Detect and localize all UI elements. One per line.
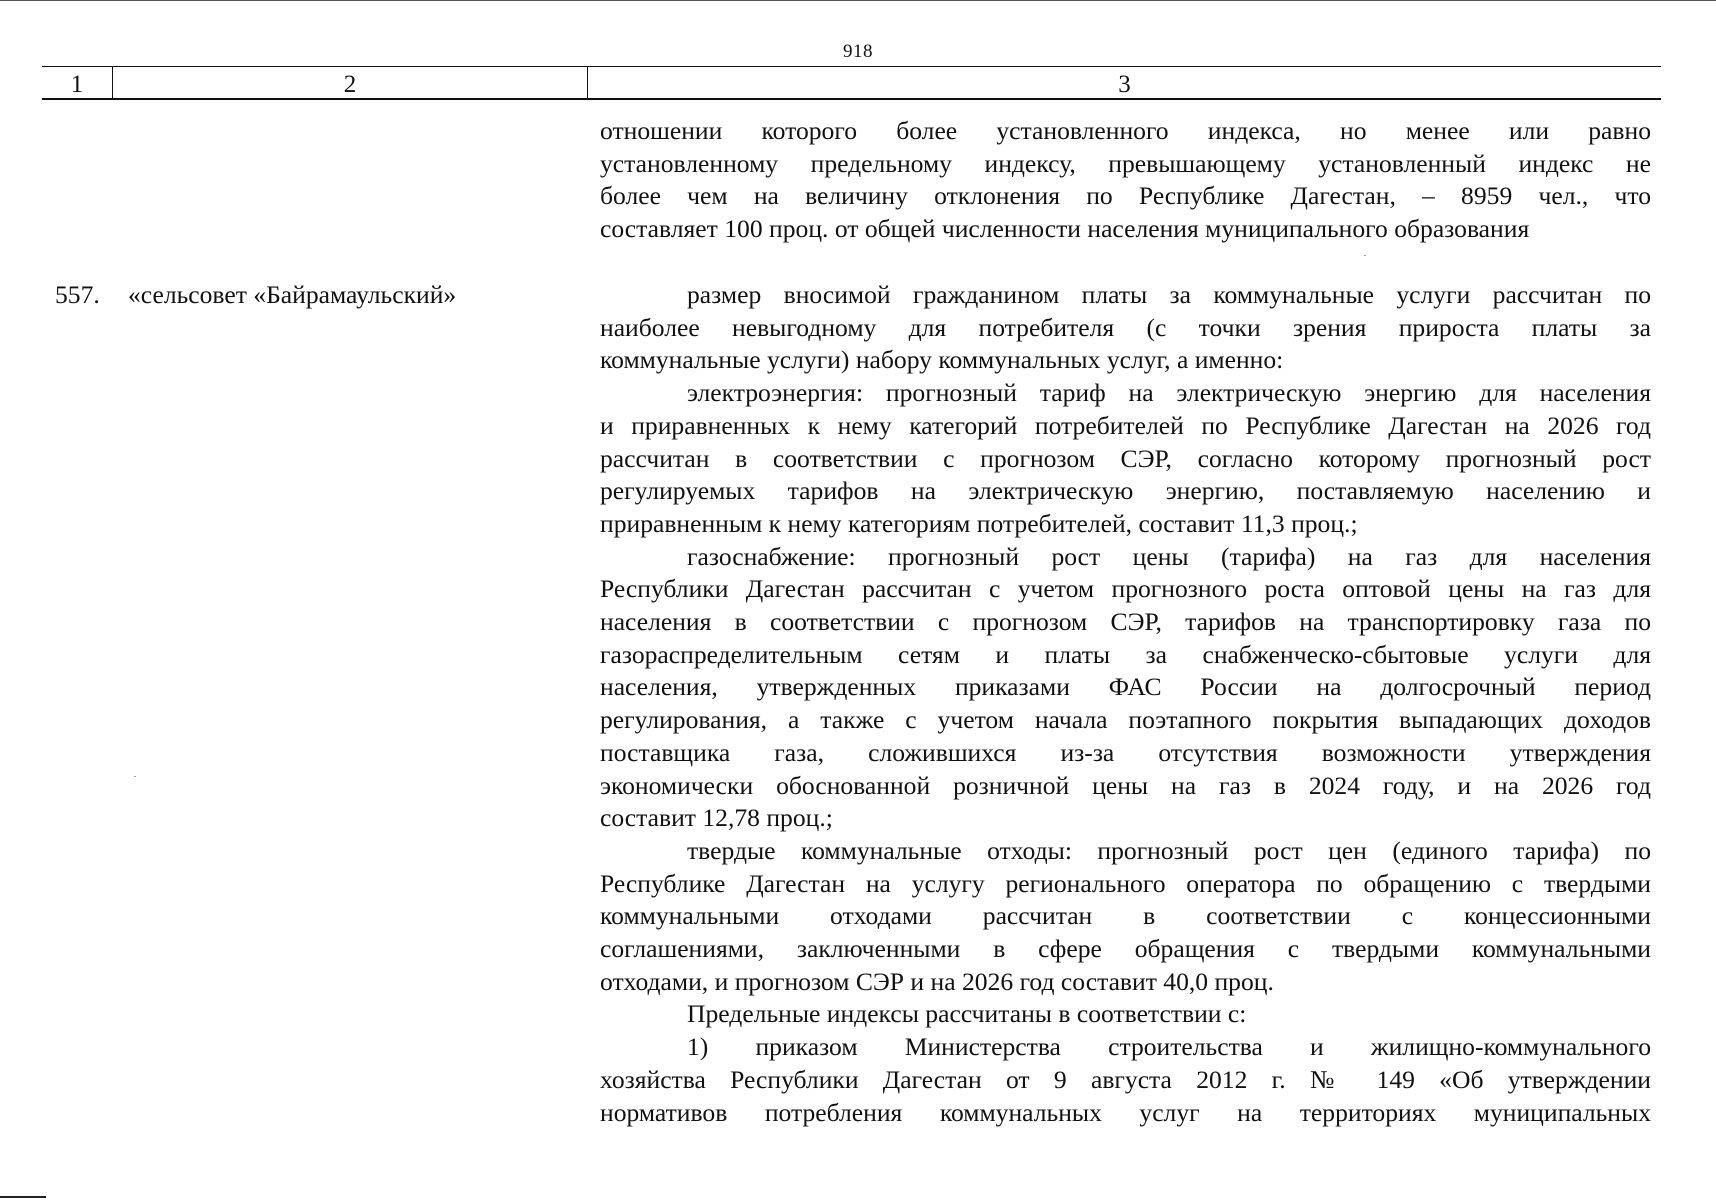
paragraph-line: газоснабжение: прогнозный рост цены (тарифа) на газ для населения [687,541,1651,571]
paragraph-line: нормативов потребления коммунальных услуг на территориях муниципальных [600,1097,1651,1127]
paragraph-line: регулирования, а также с учетом начала поэтапного покрытия выпадающих доходов [600,705,1651,735]
continuation-line: установленному предельному индексу, превышающему установленный индекс не [600,148,1651,178]
paragraph-line: Республики Дагестан рассчитан с учетом прогнозного роста оптовой цены на газ для [600,574,1651,604]
paragraph-line: Предельные индексы рассчитаны в соответствии с: [687,999,1247,1029]
paragraph-line: хозяйства Республики Дагестан от 9 августа 2012 г. № 149 «Об утверждении [600,1064,1651,1094]
row-name: «сельсовет «Байрамаульский» [128,280,457,309]
header-col-2: 2 [343,71,357,98]
paragraph-line: твердые коммунальные отходы: прогнозный рост цен (единого тарифа) по [687,835,1651,865]
row-description [600,279,1651,1129]
header-top-rule [42,66,1661,67]
paragraph-line: электроэнергия: прогнозный тариф на электрическую энергию для населения [687,378,1651,408]
page-number: 918 [843,41,873,62]
header-col-3: 3 [1118,71,1131,98]
continuation-line: составляет 100 проц. от общей численности населения муниципального образования [600,214,1530,244]
paragraph-line: коммунальные услуги) набору коммунальных услуг, а именно: [600,345,1284,375]
paragraph-line: газораспределительным сетям и платы за снабженческо-сбытовые услуги для [600,639,1651,669]
row-number: 557. [55,280,100,309]
paragraph-line: и приравненных к нему категорий потребителей по Республике Дагестан на 2026 год [600,410,1651,440]
scan-speck [134,776,136,777]
scan-speck [1364,255,1366,256]
paragraph-line: экономически обоснованной розничной цены на газ в 2024 году, и на 2026 год [600,770,1651,800]
continuation-line: более чем на величину отклонения по Республике Дагестан, – 8959 чел., что [600,181,1651,211]
paragraph-line: наиболее невыгодному для потребителя (с точки зрения прироста платы за [600,312,1651,342]
paragraph-line: населения, утвержденных приказами ФАС России на долгосрочный период [600,672,1651,702]
scan-top-edge [0,0,1716,1]
paragraph-line: населения в соответствии с прогнозом СЭР, тарифов на транспортировку газа по [600,607,1651,637]
header-col-1: 1 [70,71,84,98]
paragraph-line: рассчитан в соответствии с прогнозом СЭР, согласно которому прогнозный рост [600,443,1651,473]
continuation-line: отношении которого более установленного индекса, но менее или равно [600,116,1651,145]
paragraph-line: регулируемых тарифов на электрическую энергию, поставляемую населению и [600,476,1651,506]
paragraph-line: приравненным к нему категориям потребителей, составит 11,3 проц.; [600,508,1358,538]
paragraph-line: 1) приказом Министерства строительства и жилищно-коммунального [687,1032,1651,1062]
paragraph-line: Республике Дагестан на услугу регионального оператора по обращению с твердыми [600,868,1651,898]
scan-bottom-left-mark [0,1196,46,1198]
paragraph-line: размер вносимой гражданином платы за коммунальные услуги рассчитан по [687,280,1651,309]
paragraph-line: соглашениями, заключенными в сфере обращения с твердыми коммунальными [600,934,1651,964]
paragraph-line: поставщика газа, сложившихся из-за отсутствия возможности утверждения [600,737,1651,767]
paragraph-line: коммунальными отходами рассчитан в соответствии с концессионными [600,901,1651,931]
paragraph-line: отходами, и прогнозом СЭР и на 2026 год составит 40,0 проц. [600,966,1274,996]
continuation-text [600,115,1651,246]
paragraph-line: составит 12,78 проц.; [600,803,833,833]
